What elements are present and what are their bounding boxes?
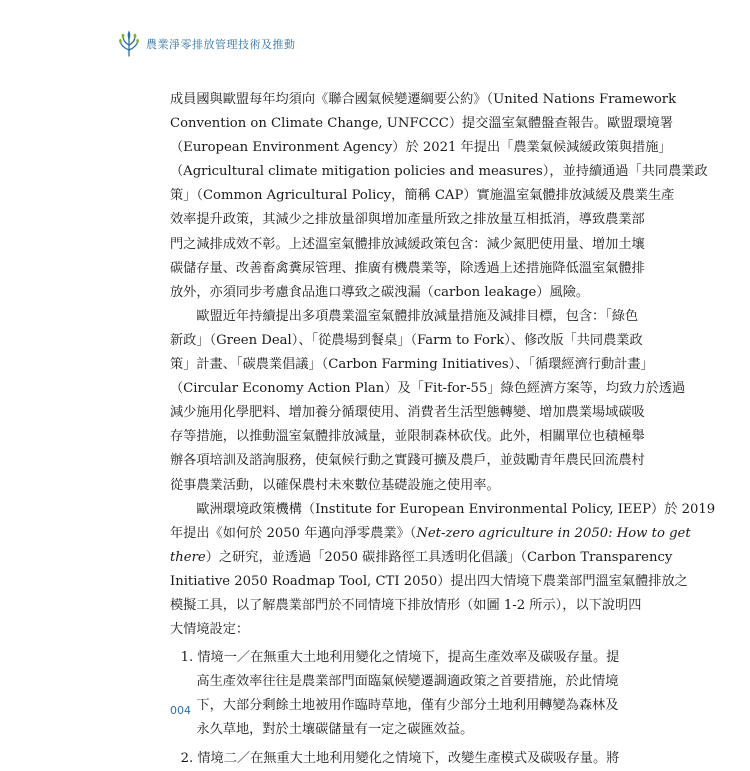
list-line: 高生產效率往往是農業部門面臨氣候變遷調適政策之首要措施，於此情境 xyxy=(196,674,619,690)
list-line-first xyxy=(180,646,620,670)
paragraph-2 xyxy=(170,305,686,498)
list-marker: 1. xyxy=(180,650,194,666)
wheat-sprout-icon xyxy=(118,31,140,57)
text-line: 策」（Common Agricultural Policy，簡稱 CAP）實施溫室氣體排放減緩及農業生產 xyxy=(170,188,675,204)
text-line: 模擬工具，以了解農業部門於不同情境下排放情形（如圖 1-2 所示），以下說明四 xyxy=(170,597,642,613)
text-line: （European Environment Agency）於 2021 年提出「農業氣候減緩政策與措施」 xyxy=(170,140,672,156)
text-line: 歐洲環境政策機構（Institute for European Environmental Policy, IEEP）於 2019 xyxy=(196,501,716,517)
paragraph-3 xyxy=(170,498,716,643)
text-line: 策」計畫、「碳農業倡議」（Carbon Farming Initiatives）、「循環經濟行動計畫」 xyxy=(170,357,654,373)
text-line: （Agricultural climate mitigation policies and measures），並持續通過「共同農業政 xyxy=(170,164,708,180)
text-line: 成員國與歐盟每年均須向《聯合國氣候變遷綱要公約》（United Nations Framework xyxy=(170,92,677,107)
list-line-first xyxy=(180,747,620,771)
text-line: （Circular Economy Action Plan）及「Fit-for-55」綠色經濟方案等，均致力於透過 xyxy=(170,381,686,397)
text-line: 門之減排成效不彰。上述溫室氣體排放減緩政策包含：減少氮肥使用量、增加土壤 xyxy=(170,236,645,252)
text-line: 大情境設定： xyxy=(170,622,250,638)
text-line: Initiative 2050 Roadmap Tool, CTI 2050）提出四大情境下農業部門溫室氣體排放之 xyxy=(170,573,688,589)
text-line: 減少施用化學肥料、增加養分循環使用、消費者生活型態轉變、增加農業場域碳吸 xyxy=(170,405,645,421)
list-item-1 xyxy=(170,646,620,742)
list-item-2 xyxy=(170,747,620,771)
text-line-with-italic xyxy=(170,522,691,546)
list-line: 下，大部分剩餘土地被用作臨時草地，僅有少部分土地利用轉變為森林及 xyxy=(196,698,619,714)
text-line: there）之研究，並透過「2050 碳排路徑工具透明化倡議」（Carbon Transparency xyxy=(170,549,673,565)
text-line: 新政」（Green Deal）、「從農場到餐桌」（Farm to Fork）、修改版「共同農業政 xyxy=(170,332,643,348)
italic-line-fragment: 年提出《如何於 2050 年邁向淨零農業》（Net-zero agriculture in 2050: How to get xyxy=(170,525,691,541)
running-header xyxy=(118,30,296,58)
list-line: 永久草地，對於土壤碳儲量有一定之碳匯效益。 xyxy=(196,722,474,738)
list-text: 情境二／在無重大土地利用變化之情境下，改變生產模式及碳吸存量。將 xyxy=(197,750,620,766)
text-line: 效率提升政策，其減少之排放量卻與增加產量所致之排放量互相抵消，導致農業部 xyxy=(170,212,645,228)
scenario-list xyxy=(170,646,620,770)
text-line: 放外，亦須同步考慮食品進口導致之碳洩漏（carbon leakage）風險。 xyxy=(170,284,590,300)
page-number: 004 xyxy=(170,704,191,717)
text-line: 存等措施，以推動溫室氣體排放減量，並限制森林砍伐。此外，相關單位也積極舉 xyxy=(170,429,645,445)
text-line: Convention on Climate Change, UNFCCC）提交溫室氣體盤查報告。歐盟環境署 xyxy=(170,116,674,132)
text-line: 辦各項培訓及諮詢服務，使氣候行動之實踐可擴及農戶，並鼓勵青年農民回流農村 xyxy=(170,453,645,469)
italic-title: Net-zero agriculture in 2050: How to get xyxy=(416,525,691,541)
text-line: 歐盟近年持續提出多項農業溫室氣體排放減量措施及減排目標，包含：「綠色 xyxy=(196,308,639,324)
italic-title: there xyxy=(170,549,206,565)
list-text: 情境一／在無重大土地利用變化之情境下，提高生產效率及碳吸存量。提 xyxy=(197,650,620,666)
paragraph-1 xyxy=(170,88,708,305)
list-marker: 2. xyxy=(180,750,194,766)
text-line: 碳儲存量、改善畜禽糞尿管理、推廣有機農業等，除透過上述措施降低溫室氣體排 xyxy=(170,260,645,276)
header-title: 農業淨零排放管理技術及推動 xyxy=(146,38,296,51)
body-text xyxy=(170,88,716,771)
text-line: 從事農業活動，以確保農村未來數位基礎設施之使用率。 xyxy=(170,477,500,493)
